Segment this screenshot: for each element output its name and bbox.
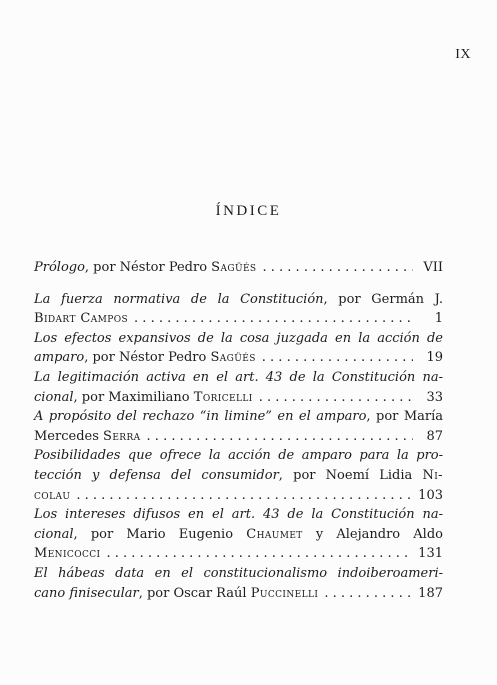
page-title: ÍNDICE [215,203,282,219]
entry-author: Bidart Campos [34,311,129,327]
toc-entry[interactable] [34,564,443,603]
entry-by: , por Oscar Raúl [138,585,251,601]
entry-page: 19 [426,350,443,366]
entry-author: Chaumet [246,526,303,542]
entry-title: Posibilidades que ofrece la acción de amparo para la pro- [34,448,443,464]
page-number: IX [455,47,471,62]
entry-author: Puccinelli [250,585,319,601]
entry-page: 1 [434,311,443,327]
entry-by: , por Germán J. [323,291,443,307]
entry-title: La fuerza normativa de la Constitución [34,291,324,307]
leader-dots [76,486,412,506]
entry-title-cont: cional [34,389,74,405]
leader-dots [134,309,413,329]
entry-author: Serra [103,428,141,444]
toc-entry[interactable] [34,446,443,505]
table-of-contents [34,258,443,603]
leader-dots [263,258,414,278]
entry-title: La legitimación activa en el art. 43 de la Constitución na- [34,369,443,385]
leader-dots [262,348,413,368]
entry-by: , por Maximiliano [73,389,194,405]
entry-title: Prólogo [34,260,85,275]
entry-page: 33 [426,389,443,405]
entry-title-cont: cano finisecular [34,585,139,601]
toc-entry[interactable] [34,329,443,368]
entry-author-given: Mercedes [34,428,104,444]
toc-entry[interactable] [34,290,443,329]
entry-author: Toricelli [193,389,253,405]
entry-author: Sagüés [210,350,256,366]
entry-title: Los intereses difusos en el art. 43 de la Constitución na- [34,507,443,523]
entry-page: 103 [418,487,443,503]
entry-title: A propósito del rechazo “in limine” en el amparo [34,409,367,425]
entry-title: Los efectos expansivos de la cosa juzgada en la acción de [34,330,443,346]
leader-dots [147,427,413,447]
entry-by: , por Mario Eugenio [73,526,247,542]
leader-dots [324,584,412,604]
entry-title: El hábeas data en el constitucionalismo indoiberoameri- [34,565,443,581]
entry-title-cont: tección y defensa del consumidor [34,467,279,483]
entry-by: , por Néstor Pedro [84,260,212,275]
entry-author-cont: colau [34,487,71,503]
leader-dots [107,544,413,564]
entry-by: , por Néstor Pedro [84,350,211,366]
toc-entry[interactable] [34,258,443,278]
leader-dots [259,388,413,408]
entry-page: VII [423,260,443,275]
entry-page: 187 [418,585,443,601]
toc-entry[interactable] [34,368,443,407]
entry-author-cont: Menicocci [34,546,101,562]
entry-page: 131 [418,546,443,562]
entry-author: Ni- [422,467,443,483]
entry-page: 87 [426,428,443,444]
entry-author: Sagüés [211,260,257,275]
entry-coauthor: y Alejandro Aldo [302,526,443,542]
entry-by: , por María [366,409,444,425]
entry-title-cont: amparo [34,350,85,366]
entry-title-cont: cional [34,526,74,542]
toc-entry[interactable] [34,505,443,564]
entry-by: , por Noemí Lidia [278,467,423,483]
toc-entry[interactable] [34,407,443,446]
